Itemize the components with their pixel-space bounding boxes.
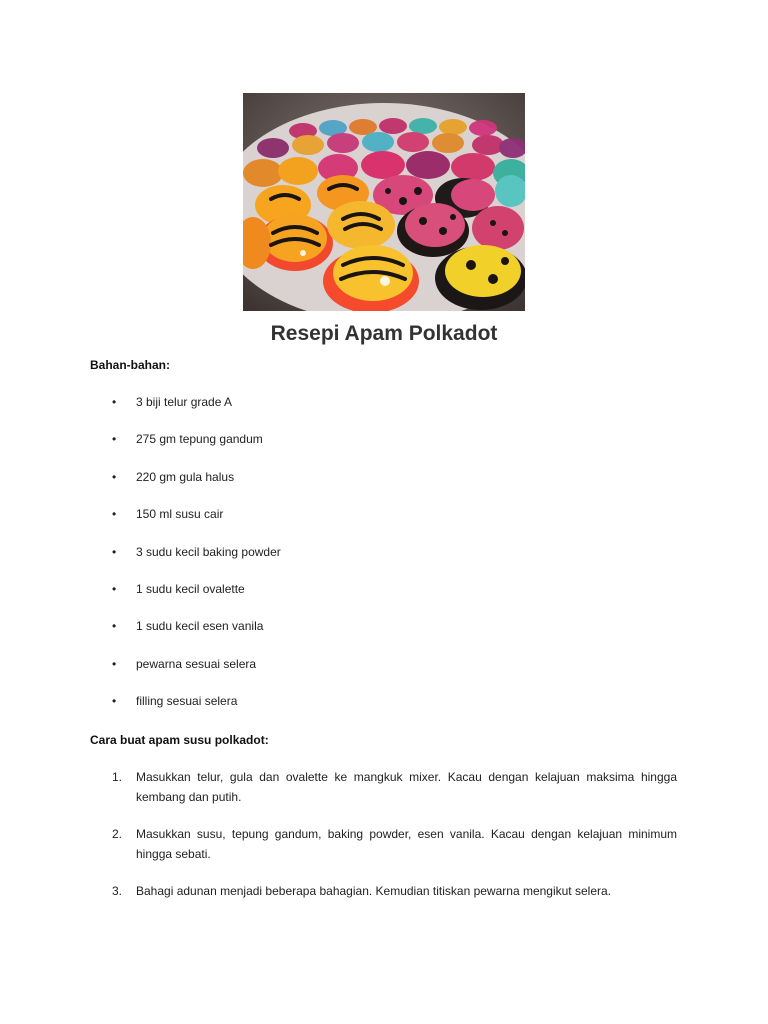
list-item: • 3 biji telur grade A: [0, 392, 768, 429]
list-item: • 275 gm tepung gandum: [0, 429, 768, 466]
bullet-icon: •: [112, 432, 117, 447]
bullet-icon: •: [112, 619, 117, 634]
bullet-icon: •: [112, 507, 117, 522]
page-title: Resepi Apam Polkadot: [270, 322, 498, 345]
bullet-icon: •: [112, 469, 117, 484]
bullet-icon: •: [112, 656, 117, 671]
list-item: [0, 767, 768, 807]
bullet-icon: •: [112, 395, 117, 409]
recipe-photo: [243, 93, 525, 311]
method-steps-list: [0, 767, 768, 901]
step-text: Bahagi adunan menjadi beberapa bahagian. Kemudian titiskan pewarna mengikut selera.: [136, 884, 611, 898]
ingredients-heading: Bahan-bahan:: [90, 358, 171, 372]
method-heading: Cara buat apam susu polkadot:: [90, 733, 269, 747]
step-number: 1.: [112, 770, 123, 784]
list-item: • filling sesuai selera: [0, 691, 768, 728]
bullet-icon: •: [112, 544, 117, 559]
bullet-icon: •: [112, 694, 117, 709]
list-item: • pewarna sesuai selera: [0, 654, 768, 691]
list-item: • 1 sudu kecil esen vanila: [0, 616, 768, 653]
ingredients-list: [0, 392, 768, 729]
step-number: 3.: [112, 884, 123, 898]
list-item: • 150 ml susu cair: [0, 504, 768, 541]
polkadot-cupcakes-image: [243, 93, 525, 311]
list-item: • 220 gm gula halus: [0, 467, 768, 504]
step-text: Masukkan telur, gula dan ovalette ke mangkuk mixer. Kacau dengan kelajuan maksima hingga kembang dan putih.: [136, 770, 677, 804]
step-number: 2.: [112, 827, 123, 841]
list-item: • 1 sudu kecil ovalette: [0, 579, 768, 616]
list-item: [0, 881, 768, 901]
step-text: Masukkan susu, tepung gandum, baking powder, esen vanila. Kacau dengan kelajuan minimum hingga sebati.: [136, 827, 677, 861]
list-item: [0, 824, 768, 864]
bullet-icon: •: [112, 581, 117, 596]
list-item: • 3 sudu kecil baking powder: [0, 542, 768, 579]
